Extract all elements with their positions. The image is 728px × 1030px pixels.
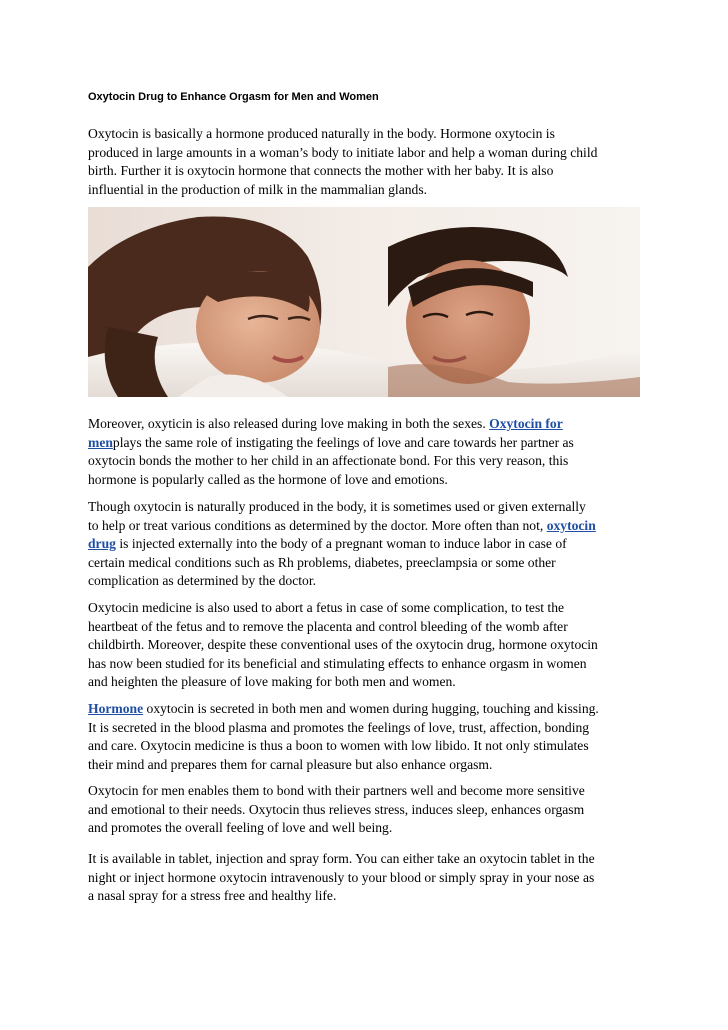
- text-line: hormone is popularly called as the hormone of love and emotions.: [88, 471, 448, 487]
- text-line: Oxytocin is basically a hormone produced naturally in the body. Hormone oxytocin is: [88, 126, 555, 141]
- text-line: night or inject hormone oxytocin intravenously to your blood or simply spray in your nose as: [88, 869, 595, 885]
- text-line: and care. Oxytocin medicine is thus a boon to women with low libido. It not only stimulates: [88, 738, 589, 754]
- text-segment: plays the same role of instigating the feelings of love and care towards her partner as: [112, 434, 574, 450]
- text-line: influential in the production of milk in the mammalian glands.: [88, 181, 428, 197]
- couple-photo: [88, 207, 640, 397]
- paragraph-men-bonding: [88, 782, 644, 838]
- text-line: oxytocin bonds the mother to her child in an affectionate bond. For this very reason, this: [88, 453, 569, 469]
- document-title: Oxytocin Drug to Enhance Orgasm for Men and Women: [88, 91, 379, 103]
- text-line: and emotional to their needs. Oxytocin thus relieves stress, induces sleep, enhances orgasm: [88, 801, 585, 817]
- link-oxytocin-for-men[interactable]: Oxytocin for: [489, 416, 563, 431]
- paragraph-medicine-uses: [88, 599, 644, 692]
- link-oxytocin-for-men-continued[interactable]: men: [88, 434, 113, 450]
- text-line: Oxytocin medicine is also used to abort a fetus in case of some complication, to test the: [88, 600, 565, 615]
- text-line: Though oxytocin is naturally produced in the body, it is sometimes used or given externally: [88, 499, 586, 514]
- text-line: produced in large amounts in a woman’s body to initiate labor and help a woman during child: [88, 144, 598, 160]
- text-segment: Moreover, oxyticin is also released during love making in both the sexes.: [88, 416, 490, 431]
- text-line: childbirth. Moreover, despite these conventional uses of the oxytocin drug, hormone oxytocin: [88, 637, 598, 653]
- text-line: complication as determined by the doctor.: [88, 573, 317, 589]
- paragraph-hormone-secretion: [88, 700, 644, 774]
- text-line: and promotes the overall feeling of love and well being.: [88, 820, 393, 836]
- link-hormone[interactable]: Hormone: [88, 701, 144, 716]
- text-line: It is secreted in the blood plasma and promotes the feelings of love, trust, affection, bonding: [88, 719, 590, 735]
- text-line: their mind and prepares them for carnal pleasure but also enhance orgasm.: [88, 756, 493, 772]
- text-line: heartbeat of the fetus and to remove the placenta and control bleeding of the womb after: [88, 618, 568, 634]
- text-line: It is available in tablet, injection and spray form. You can either take an oxytocin tablet in the: [88, 851, 595, 866]
- text-line: a nasal spray for a stress free and healthy life.: [88, 888, 337, 904]
- text-line: birth. Further it is oxytocin hormone that connects the mother with her baby. It is also: [88, 163, 554, 179]
- paragraph-forms: [88, 850, 644, 906]
- link-oxytocin-drug-continued[interactable]: drug: [88, 536, 116, 552]
- text-line: certain medical conditions such as Rh problems, diabetes, preeclampsia or some other: [88, 554, 556, 570]
- text-segment: to help or treat various conditions as determined by the doctor. More often than not,: [88, 517, 547, 533]
- link-oxytocin-drug[interactable]: oxytocin: [546, 517, 596, 533]
- text-segment: is injected externally into the body of a pregnant woman to induce labor in case of: [115, 536, 567, 552]
- couple-photo-illustration: [88, 207, 640, 397]
- paragraph-intro: [88, 125, 644, 199]
- text-line: and heighten the pleasure of love making for both men and women.: [88, 674, 456, 690]
- paragraph-external-use: [88, 498, 644, 591]
- paragraph-love-making: [88, 415, 644, 489]
- text-line: Oxytocin for men enables them to bond with their partners well and become more sensitive: [88, 783, 585, 798]
- text-line: has now been studied for its beneficial and stimulating effects to enhance orgasm in women: [88, 655, 587, 671]
- text-segment: oxytocin is secreted in both men and women during hugging, touching and kissing.: [143, 701, 599, 716]
